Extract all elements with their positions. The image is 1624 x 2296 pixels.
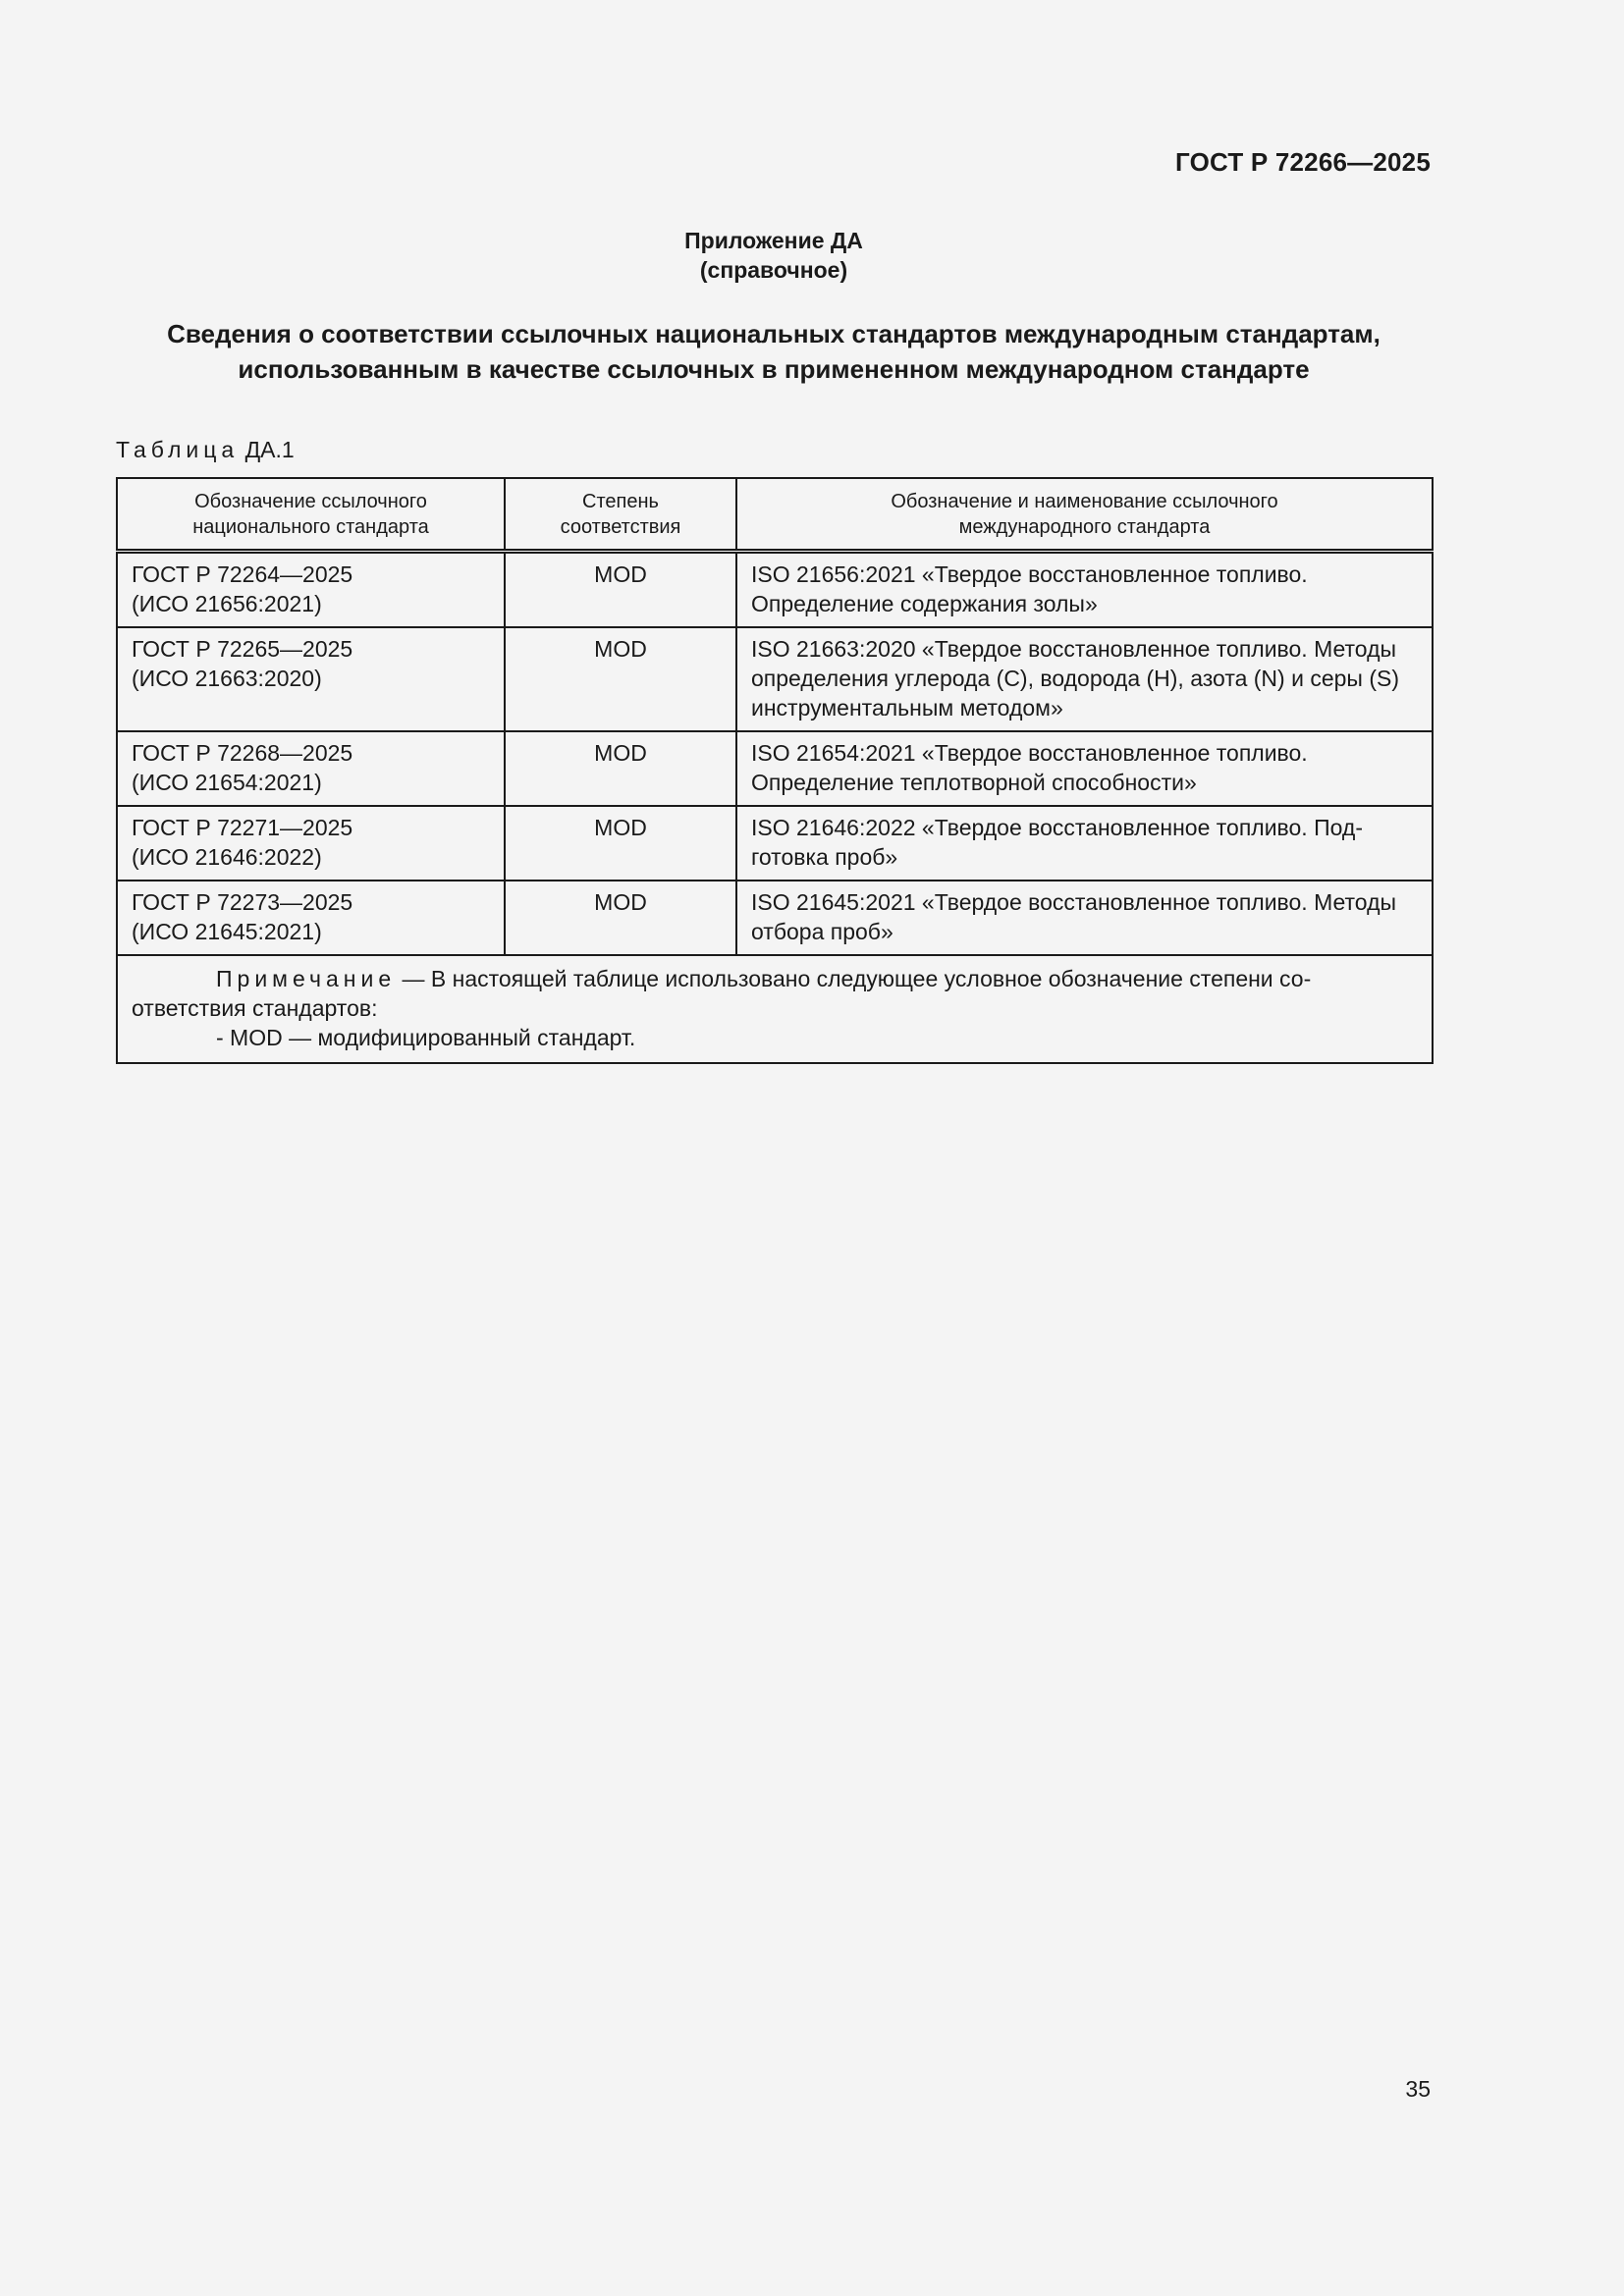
- appendix-subtitle: (справочное): [699, 257, 848, 283]
- international-standard-cell: ISO 21654:2021 «Твердое восстановленное топливо. Определение теплотворной способности»: [736, 731, 1433, 806]
- international-standard-cell: ISO 21645:2021 «Твердое восстановленное топливо. Методы отбора проб»: [736, 881, 1433, 955]
- table-header-row: [117, 478, 1433, 552]
- national-standard-cell: ГОСТ Р 72271—2025 (ИСО 21646:2022): [117, 806, 505, 881]
- international-standard-cell: ISO 21663:2020 «Твердое восстановленное топливо. Методы определения углерода (С), водорода (Н), азота (N) и серы (S) инструментальным методом»: [736, 627, 1433, 731]
- page-number: 35: [1405, 2076, 1431, 2102]
- note-text: — В настоящей таблице использовано следующее условное обозначение степени соответствия стандартов:: [132, 966, 1312, 1021]
- document-code: ГОСТ Р 72266—2025: [1175, 147, 1431, 177]
- national-standard-cell: ГОСТ Р 72265—2025 (ИСО 21663:2020): [117, 627, 505, 731]
- table-caption-label: Таблица: [116, 437, 240, 462]
- table-caption-number: ДА.1: [244, 437, 295, 462]
- table-caption: [116, 437, 295, 463]
- header-national-standard: Обозначение ссылочного национального стандарта: [117, 478, 505, 552]
- table-row: [117, 731, 1433, 806]
- degree-cell: MOD: [505, 627, 736, 731]
- national-standard-cell: ГОСТ Р 72268—2025 (ИСО 21654:2021): [117, 731, 505, 806]
- table-note: [117, 955, 1433, 1063]
- header-international-standard: Обозначение и наименование ссылочного международного стандарта: [736, 478, 1433, 552]
- degree-cell: MOD: [505, 552, 736, 628]
- header-degree: Степень соответствия: [505, 478, 736, 552]
- table-row: [117, 881, 1433, 955]
- degree-cell: MOD: [505, 731, 736, 806]
- standards-table: [116, 477, 1434, 1064]
- national-standard-cell: ГОСТ Р 72273—2025 (ИСО 21645:2021): [117, 881, 505, 955]
- table-container: [116, 477, 1432, 1064]
- section-heading-line1: Сведения о соответствии ссылочных национальных стандартов международным стандартам,: [167, 319, 1380, 348]
- table-row: [117, 552, 1433, 628]
- appendix-heading: [0, 226, 1547, 285]
- degree-cell: MOD: [505, 881, 736, 955]
- national-standard-cell: ГОСТ Р 72264—2025 (ИСО 21656:2021): [117, 552, 505, 628]
- international-standard-cell: ISO 21656:2021 «Твердое восстановленное топливо. Определение содержания золы»: [736, 552, 1433, 628]
- section-heading: [116, 316, 1432, 387]
- international-standard-cell: ISO 21646:2022 «Твердое восстановленное топливо. Подготовка проб»: [736, 806, 1433, 881]
- degree-cell: MOD: [505, 806, 736, 881]
- table-row: [117, 627, 1433, 731]
- note-title: Примечание: [216, 966, 397, 991]
- table-note-row: [117, 955, 1433, 1063]
- table-row: [117, 806, 1433, 881]
- appendix-title: Приложение ДА: [684, 228, 863, 253]
- note-item: - MOD — модифицированный стандарт.: [216, 1025, 636, 1050]
- section-heading-line2: использованным в качестве ссылочных в примененном международном стандарте: [238, 354, 1310, 384]
